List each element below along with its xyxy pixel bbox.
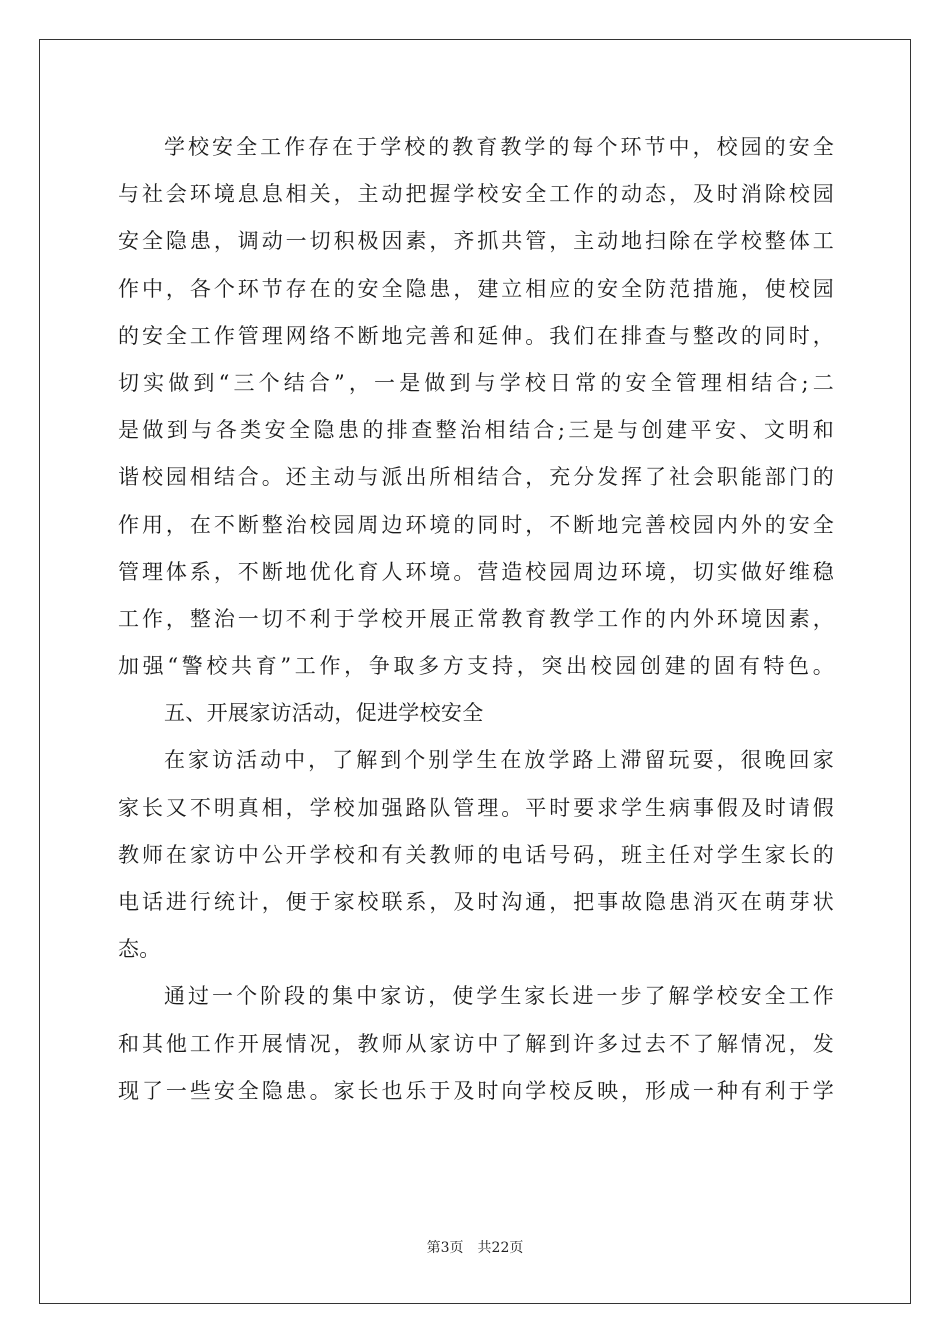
text-line: 的安全工作管理网络不断地完善和延伸。我们在排查与整改的同时， [118, 323, 834, 348]
text-line: 是做到与各类安全隐患的排查整治相结合;三是与创建平安、文明和 [118, 418, 834, 443]
text-line: 切实做到“三个结合”，一是做到与学校日常的安全管理相结合;二 [118, 370, 834, 395]
text-line: 现了一些安全隐患。家长也乐于及时向学校反映，形成一种有利于学 [118, 1078, 834, 1103]
text-line: 五、开展家访活动，促进学校安全 [164, 701, 484, 726]
text-line: 谐校园相结合。还主动与派出所相结合，充分发挥了社会职能部门的 [118, 465, 834, 490]
document-body [118, 124, 834, 1115]
text-line: 作用，在不断整治校园周边环境的同时，不断地完善校园内外的安全 [118, 512, 834, 537]
text-line: 和其他工作开展情况，教师从家访中了解到许多过去不了解情况，发 [118, 1031, 834, 1056]
text-line: 与社会环境息息相关，主动把握学校安全工作的动态，及时消除校园 [118, 182, 834, 207]
text-line: 安全隐患，调动一切积极因素，齐抓共管，主动地扫除在学校整体工 [118, 229, 834, 254]
text-line: 在家访活动中，了解到个别学生在放学路上滞留玩耍，很晚回家 [164, 748, 834, 773]
text-line: 电话进行统计，便于家校联系，及时沟通，把事故隐患消灭在萌芽状 [118, 890, 834, 914]
text-line: 管理体系，不断地优化育人环境。营造校园周边环境，切实做好维稳 [118, 559, 834, 584]
text-line: 加强“警校共育”工作，争取多方支持，突出校园创建的固有特色。 [118, 654, 834, 679]
text-line: 工作，整治一切不利于学校开展正常教育教学工作的内外环境因素， [118, 606, 834, 631]
page-number: 第3页 [426, 1240, 464, 1256]
text-line: 态。 [118, 937, 161, 962]
text-line: 通过一个阶段的集中家访，使学生家长进一步了解学校安全工作 [164, 984, 834, 1009]
text-line: 学校安全工作存在于学校的教育教学的每个环节中，校园的安全 [164, 135, 834, 159]
page-total: 共22页 [477, 1240, 524, 1256]
text-line: 教师在家访中公开学校和有关教师的电话号码，班主任对学生家长的 [118, 842, 834, 867]
text-line: 家长又不明真相，学校加强路队管理。平时要求学生病事假及时请假 [118, 795, 834, 820]
page-footer [0, 1237, 950, 1257]
text-line: 作中，各个环节存在的安全隐患，建立相应的安全防范措施，使校园 [118, 276, 834, 301]
